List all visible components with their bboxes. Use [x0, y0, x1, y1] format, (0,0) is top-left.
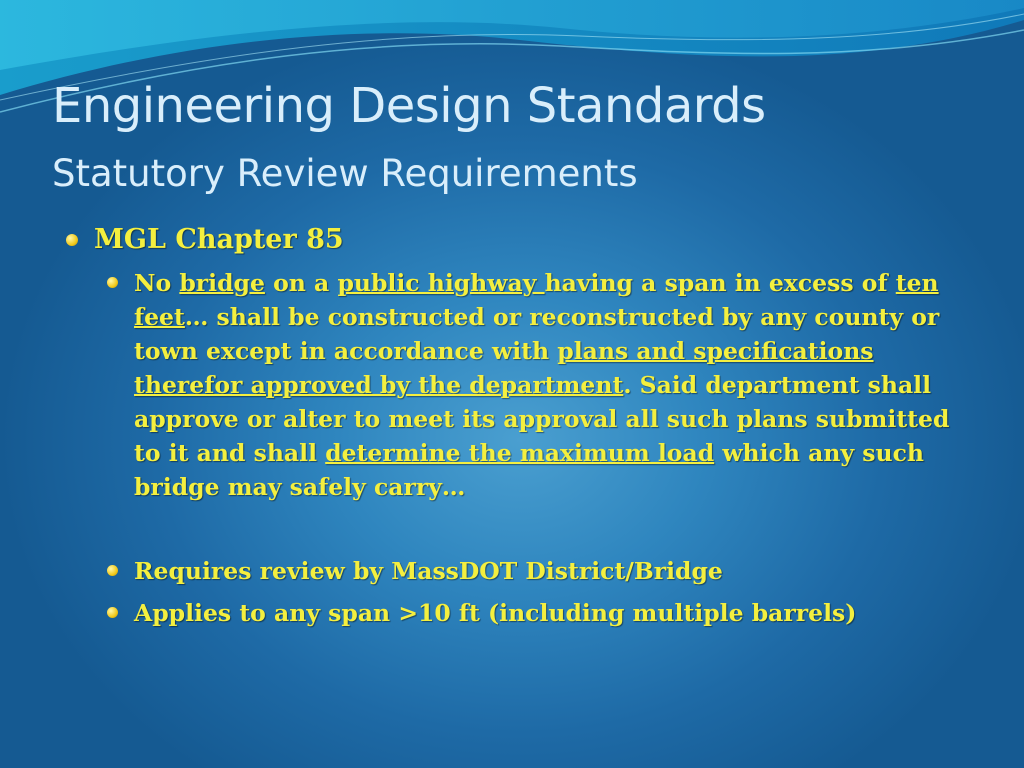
bullet-text: Requires review by MassDOT District/Bridge — [134, 557, 723, 585]
bullet-text: Applies to any span >10 ft (including multiple barrels) — [134, 599, 857, 627]
bullet-dot-icon — [66, 234, 78, 246]
quote-text: on a — [264, 269, 338, 297]
quote-underlined-ten-feet: ten feet — [134, 269, 939, 331]
quote-underlined-max-load: determine the maximum load — [325, 439, 715, 467]
bullet-statute-quote — [134, 266, 980, 504]
quote-text: which any such bridge may safely carry… — [134, 439, 924, 501]
bullet-dot-icon — [107, 277, 118, 288]
quote-text: . Said department shall approve or alter to meet its approval all such plans submitted to it and shall — [134, 371, 950, 467]
bullet-requires-review — [134, 554, 980, 588]
spacer — [60, 504, 980, 554]
quote-text: No — [134, 269, 180, 297]
bullet-applies-span — [134, 596, 980, 630]
bullet-text: MGL Chapter 85 — [94, 224, 344, 255]
bullet-mgl-chapter — [60, 222, 980, 258]
slide-content — [60, 222, 980, 630]
quote-underlined-plans: plans and specifications therefor approved by the department — [134, 337, 874, 399]
quote-text: having a span in excess of — [544, 269, 896, 297]
slide-title: Engineering Design Standards — [52, 78, 766, 134]
bullet-dot-icon — [107, 607, 118, 618]
bullet-dot-icon — [107, 565, 118, 576]
quote-underlined-public-highway: public highway — [337, 269, 545, 297]
slide-subtitle: Statutory Review Requirements — [52, 152, 638, 195]
quote-text: … shall be constructed or reconstructed by any county or town except in accordance with — [134, 303, 940, 365]
quote-underlined-bridge: bridge — [179, 269, 265, 297]
